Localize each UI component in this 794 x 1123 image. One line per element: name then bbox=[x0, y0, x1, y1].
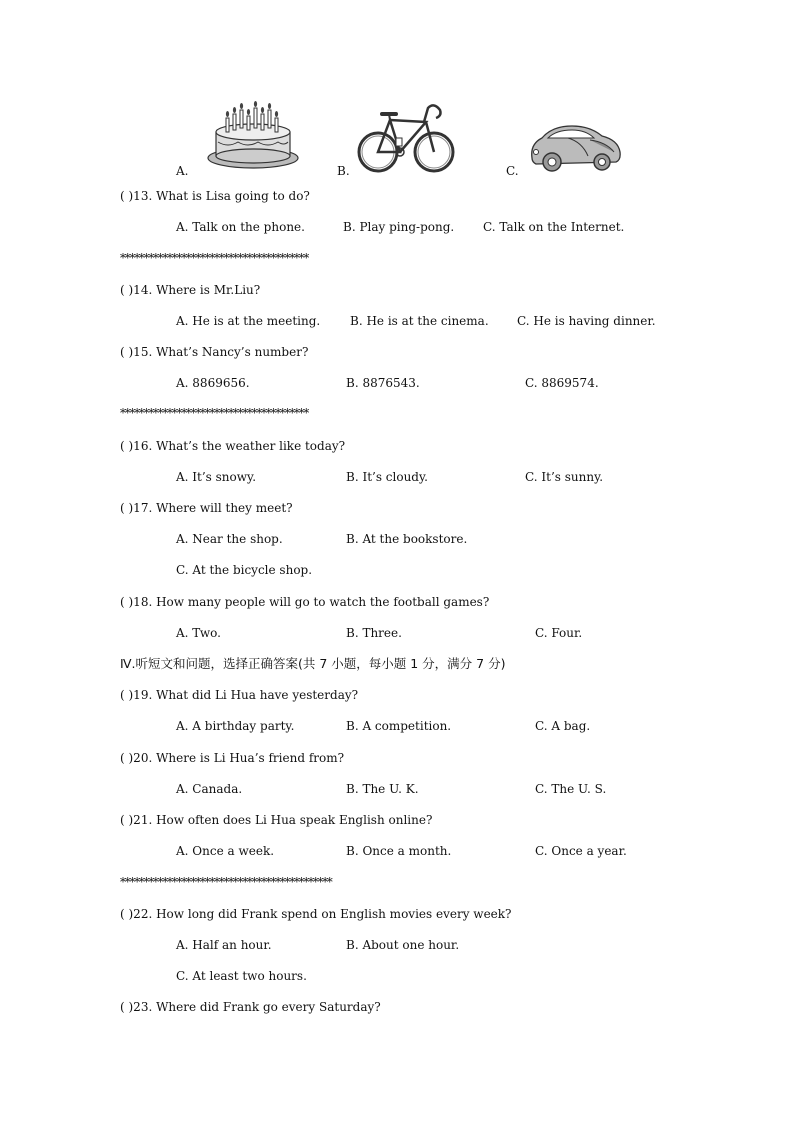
answer-bracket[interactable]: ( )18. bbox=[120, 595, 153, 609]
question-20 bbox=[120, 750, 344, 766]
option-b: B. Three. bbox=[346, 626, 402, 640]
option-b: B. He is at the cinema. bbox=[350, 314, 489, 328]
option-c: C. Talk on the Internet. bbox=[483, 220, 625, 234]
option-b: B. About one hour. bbox=[346, 938, 460, 952]
answer-bracket[interactable]: ( )19. bbox=[120, 688, 153, 702]
option-c: C. At the bicycle shop. bbox=[176, 563, 313, 577]
question-18 bbox=[120, 594, 489, 610]
option-b: B. The U. K. bbox=[346, 782, 419, 796]
option-c: C. 8869574. bbox=[525, 376, 599, 390]
option-a: A. He is at the meeting. bbox=[176, 314, 321, 328]
section-divider: **************************************** bbox=[120, 406, 309, 420]
picture-label-a: A. bbox=[176, 164, 189, 178]
option-b: B. It’s cloudy. bbox=[346, 470, 428, 484]
picture-label-c: C. bbox=[506, 164, 519, 178]
question-text: Where will they meet? bbox=[156, 501, 293, 515]
option-c: C. Four. bbox=[535, 626, 583, 640]
question-19 bbox=[120, 687, 358, 703]
option-c: C. At least two hours. bbox=[176, 969, 307, 983]
option-a: A. Near the shop. bbox=[176, 532, 283, 546]
section-heading: Ⅳ.听短文和问题，选择正确答案(共 7 小题，每小题 1 分，满分 7 分) bbox=[120, 656, 506, 671]
answer-bracket[interactable]: ( )23. bbox=[120, 1000, 153, 1014]
option-b: B. Once a month. bbox=[346, 844, 452, 858]
birthday-cake-icon bbox=[206, 96, 300, 172]
option-a: A. 8869656. bbox=[176, 376, 250, 390]
answer-bracket[interactable]: ( )21. bbox=[120, 813, 153, 827]
answer-bracket[interactable]: ( )13. bbox=[120, 189, 153, 203]
answer-bracket[interactable]: ( )17. bbox=[120, 501, 153, 515]
answer-bracket[interactable]: ( )20. bbox=[120, 751, 153, 765]
option-c: C. It’s sunny. bbox=[525, 470, 604, 484]
option-b: B. 8876543. bbox=[346, 376, 420, 390]
question-14 bbox=[120, 282, 260, 298]
question-16 bbox=[120, 438, 345, 454]
option-a: A. Talk on the phone. bbox=[176, 220, 305, 234]
question-22 bbox=[120, 906, 511, 922]
question-15 bbox=[120, 344, 308, 360]
option-a: A. Canada. bbox=[176, 782, 243, 796]
option-a: A. Once a week. bbox=[176, 844, 275, 858]
question-17 bbox=[120, 500, 293, 516]
answer-bracket[interactable]: ( )16. bbox=[120, 439, 153, 453]
option-a: A. A birthday party. bbox=[176, 719, 295, 733]
question-text: Where is Li Hua’s friend from? bbox=[156, 751, 345, 765]
question-13 bbox=[120, 188, 310, 204]
question-text: How often does Li Hua speak English online? bbox=[156, 813, 433, 827]
option-b: B. Play ping-pong. bbox=[343, 220, 455, 234]
question-text: Where is Mr.Liu? bbox=[156, 283, 261, 297]
answer-bracket[interactable]: ( )14. bbox=[120, 283, 153, 297]
question-text: What did Li Hua have yesterday? bbox=[156, 688, 359, 702]
question-text: How long did Frank spend on English movies every week? bbox=[156, 907, 512, 921]
option-c: C. He is having dinner. bbox=[517, 314, 656, 328]
option-c: C. The U. S. bbox=[535, 782, 607, 796]
section-divider: **************************************** bbox=[120, 251, 309, 265]
question-text: What’s the weather like today? bbox=[156, 439, 346, 453]
answer-bracket[interactable]: ( )15. bbox=[120, 345, 153, 359]
option-b: B. A competition. bbox=[346, 719, 452, 733]
question-23 bbox=[120, 999, 381, 1015]
picture-label-b: B. bbox=[337, 164, 350, 178]
question-text: What is Lisa going to do? bbox=[156, 189, 310, 203]
option-c: C. Once a year. bbox=[535, 844, 627, 858]
question-text: How many people will go to watch the football games? bbox=[156, 595, 490, 609]
option-a: A. Half an hour. bbox=[176, 938, 272, 952]
option-b: B. At the bookstore. bbox=[346, 532, 468, 546]
car-icon bbox=[528, 122, 624, 176]
answer-bracket[interactable]: ( )22. bbox=[120, 907, 153, 921]
question-21 bbox=[120, 812, 432, 828]
option-c: C. A bag. bbox=[535, 719, 591, 733]
question-text: What’s Nancy’s number? bbox=[156, 345, 309, 359]
question-text: Where did Frank go every Saturday? bbox=[156, 1000, 381, 1014]
section-divider: ********************************************* bbox=[120, 875, 332, 889]
option-a: A. Two. bbox=[176, 626, 221, 640]
option-a: A. It’s snowy. bbox=[176, 470, 257, 484]
bicycle-icon bbox=[356, 98, 456, 176]
